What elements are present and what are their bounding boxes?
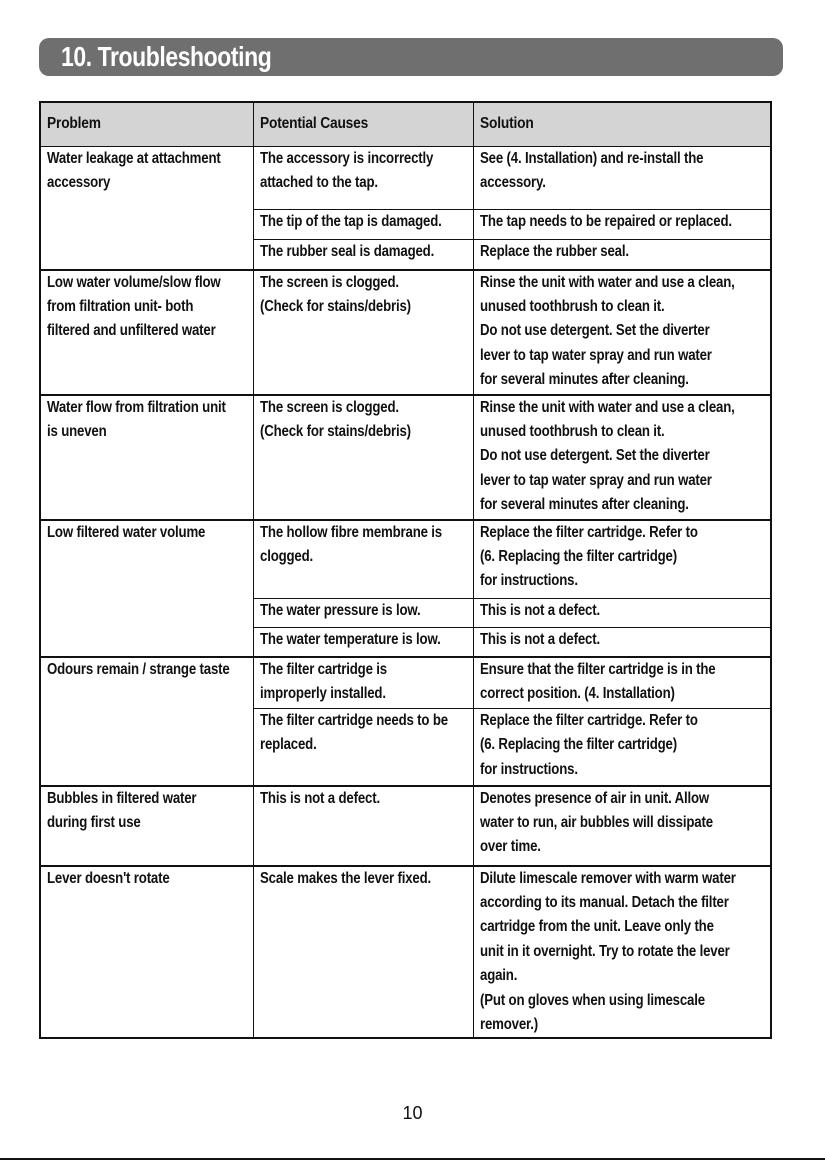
solution-cell: Replace the rubber seal.	[473, 240, 771, 270]
table-row	[40, 866, 771, 1039]
section-title: 10. Troubleshooting	[61, 41, 272, 72]
cause-cell: The filter cartridge is improperly installed.	[253, 657, 473, 709]
table-header-row	[40, 102, 771, 147]
solution-cell: Rinse the unit with water and use a clean, unused toothbrush to clean it. Do not use detergent. Set the diverter lever to tap water spray and run water for several minutes after cleaning.	[473, 395, 771, 520]
cause-cell: Scale makes the lever fixed.	[253, 866, 473, 1039]
solution-cell: Denotes presence of air in unit. Allow water to run, air bubbles will dissipate over time.	[473, 786, 771, 866]
cause-cell: The screen is clogged. (Check for stains/debris)	[253, 395, 473, 520]
solution-cell: Replace the filter cartridge. Refer to (6. Replacing the filter cartridge) for instructions.	[473, 709, 771, 786]
cause-cell: The rubber seal is damaged.	[253, 240, 473, 270]
solution-cell: Ensure that the filter cartridge is in the correct position. (4. Installation)	[473, 657, 771, 709]
cause-cell: The tip of the tap is damaged.	[253, 210, 473, 240]
problem-cell: Lever doesn't rotate	[40, 866, 253, 1039]
cause-cell: The filter cartridge needs to be replaced.	[253, 709, 473, 786]
table-row	[40, 395, 771, 520]
solution-cell: Replace the filter cartridge. Refer to (6. Replacing the filter cartridge) for instructions.	[473, 520, 771, 599]
problem-cell: Water flow from filtration unit is uneven	[40, 395, 253, 520]
table-row	[40, 270, 771, 395]
column-header-problem: Problem	[40, 102, 253, 147]
cause-cell: The hollow fibre membrane is clogged.	[253, 520, 473, 599]
column-header-causes: Potential Causes	[253, 102, 473, 147]
cause-cell: The accessory is incorrectly attached to the tap.	[253, 147, 473, 210]
solution-cell: This is not a defect.	[473, 628, 771, 657]
cause-cell: The screen is clogged. (Check for stains/debris)	[253, 270, 473, 395]
troubleshooting-table	[39, 101, 772, 1039]
table-row	[40, 147, 771, 210]
column-header-solution: Solution	[473, 102, 771, 147]
problem-cell: Bubbles in filtered water during first use	[40, 786, 253, 866]
solution-cell: Rinse the unit with water and use a clean, unused toothbrush to clean it. Do not use detergent. Set the diverter lever to tap water spray and run water for several minutes after cleaning.	[473, 270, 771, 395]
solution-cell: This is not a defect.	[473, 599, 771, 628]
solution-cell: The tap needs to be repaired or replaced.	[473, 210, 771, 240]
cause-cell: The water temperature is low.	[253, 628, 473, 657]
solution-cell: Dilute limescale remover with warm water according to its manual. Detach the filter cartridge from the unit. Leave only the unit in it overnight. Try to rotate the lever again. (Put on gloves when using limescale remover.)	[473, 866, 771, 1039]
problem-cell: Low water volume/slow flow from filtration unit- both filtered and unfiltered water	[40, 270, 253, 395]
problem-cell: Water leakage at attachment accessory	[40, 147, 253, 270]
problem-cell: Odours remain / strange taste	[40, 657, 253, 786]
table-row	[40, 520, 771, 599]
page-number: 10	[402, 1103, 423, 1123]
cause-cell: The water pressure is low.	[253, 599, 473, 628]
problem-cell: Low filtered water volume	[40, 520, 253, 657]
table-row	[40, 657, 771, 709]
table-row	[40, 786, 771, 866]
solution-cell: See (4. Installation) and re-install the accessory.	[473, 147, 771, 210]
section-header-bar	[39, 38, 783, 76]
cause-cell: This is not a defect.	[253, 786, 473, 866]
bottom-divider	[0, 1158, 825, 1160]
